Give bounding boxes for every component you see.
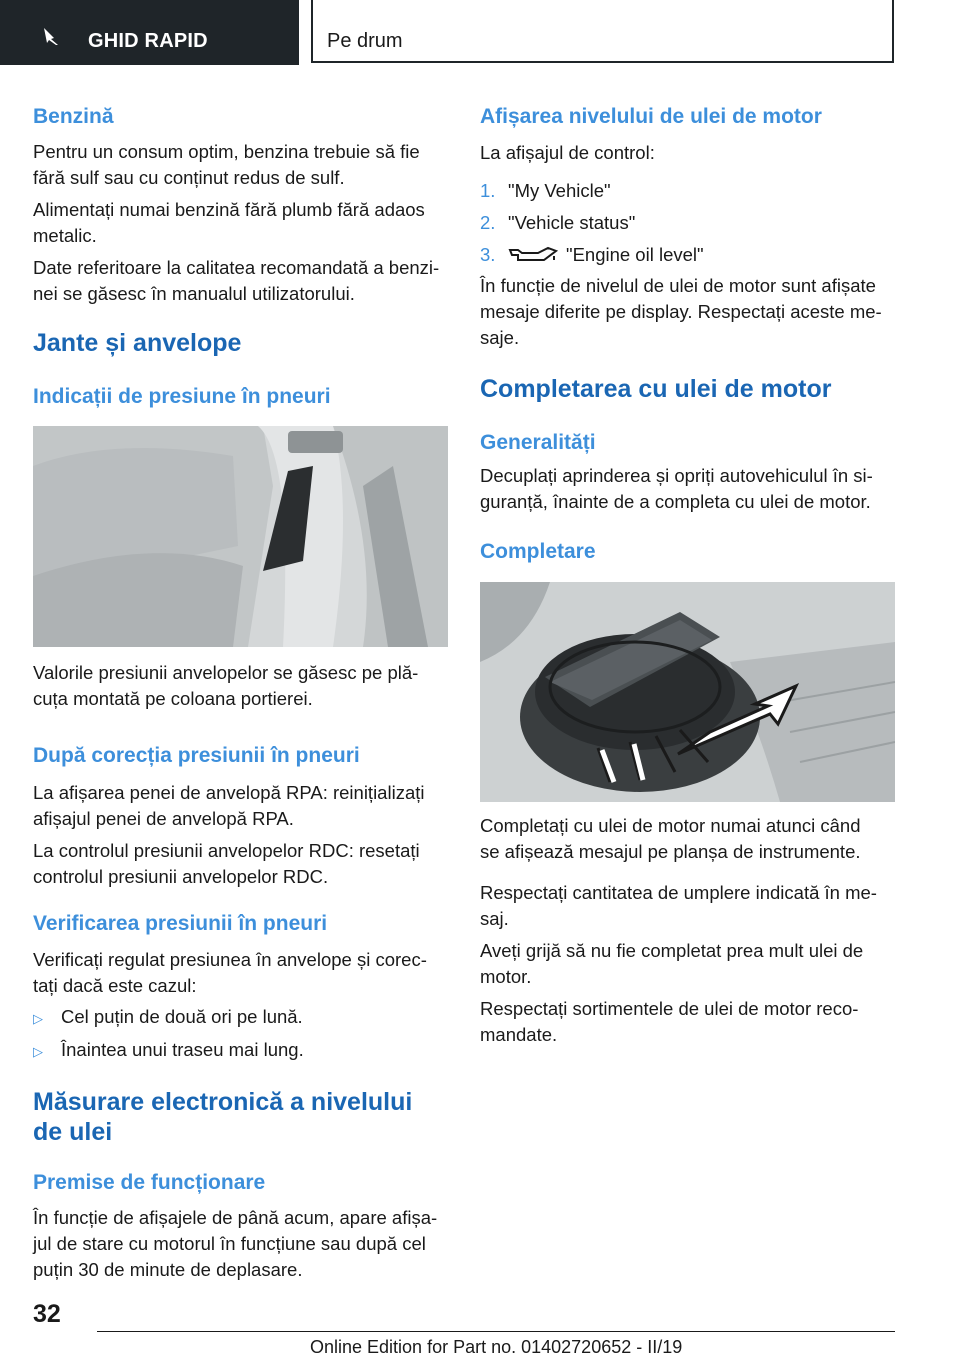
step-text: "Vehicle status" xyxy=(508,212,636,233)
text-line: se afișează mesajul pe planșa de instrumente. xyxy=(480,841,861,862)
footer-edition: Online Edition for Part no. 01402720652 - II/19 xyxy=(310,1337,683,1357)
jante-heading: Jante și anvelope xyxy=(33,329,242,357)
pin-icon xyxy=(40,26,64,46)
heading-line: de ulei xyxy=(33,1118,113,1146)
step-text: "Engine oil level" xyxy=(566,244,704,265)
text-line: Respectați cantitatea de umplere indicată în me‐ xyxy=(480,882,877,903)
text-line: saje. xyxy=(480,327,520,348)
dupa-text xyxy=(33,780,453,890)
text-line: mandate. xyxy=(480,1024,558,1045)
step-text: "My Vehicle" xyxy=(508,180,611,201)
bullet-text: Înaintea unui traseu mai lung. xyxy=(61,1039,304,1060)
footer-divider xyxy=(97,1331,895,1332)
completarea-heading: Completarea cu ulei de motor xyxy=(480,375,832,403)
afisare-text xyxy=(480,273,900,351)
triangle-bullet-icon: ▷ xyxy=(33,1044,43,1059)
text-line: Pentru un consum optim, benzina trebuie să fie xyxy=(33,141,420,162)
heading-line: Măsurare electronică a nivelului xyxy=(33,1088,413,1116)
text-line: Date referitoare la calitatea recomandată a benzi‐ xyxy=(33,257,440,278)
completare-heading: Completare xyxy=(480,540,596,563)
text-line: afișajul penei de anvelopă RPA. xyxy=(33,808,294,829)
completare-text-2 xyxy=(480,880,900,1048)
text-line: puțin 30 de minute de deplasare. xyxy=(33,1259,303,1280)
tire-pressure-label-photo xyxy=(33,426,448,647)
oil-filler-cap-photo xyxy=(480,582,895,802)
indicatii-heading: Indicații de presiune în pneuri xyxy=(33,385,331,408)
step-number: 1. xyxy=(480,180,496,201)
afisare-intro: La afișajul de control: xyxy=(480,142,655,163)
text-line: jul de stare cu motorul în funcțiune sau după cel xyxy=(33,1233,426,1254)
text-line: La afișarea penei de anvelopă RPA: reinițializați xyxy=(33,782,425,803)
text-line: controlul presiunii anvelopelor RDC. xyxy=(33,866,329,887)
verificare-heading: Verificarea presiunii în pneuri xyxy=(33,912,328,935)
text-line: guranță, înainte de a completa cu ulei de motor. xyxy=(480,491,871,512)
list-item xyxy=(480,178,611,204)
section-header xyxy=(311,0,894,63)
verificare-text xyxy=(33,947,453,999)
text-line: tați dacă este cazul: xyxy=(33,975,197,996)
text-line: La controlul presiunii anvelopelor RDC: resetați xyxy=(33,840,420,861)
text-line: fără sulf sau cu conținut redus de sulf. xyxy=(33,167,345,188)
afisare-heading: Afișarea nivelului de ulei de motor xyxy=(480,105,822,128)
text-line: Completați cu ulei de motor numai atunci când xyxy=(480,815,861,836)
text-line: În funcție de nivelul de ulei de motor sunt afișate xyxy=(480,275,876,296)
completare-text-1 xyxy=(480,813,900,865)
list-item xyxy=(33,1004,303,1032)
text-line: metalic. xyxy=(33,225,97,246)
bullet-text: Cel puțin de două ori pe lună. xyxy=(61,1006,303,1027)
text-line: Decuplați aprinderea și opriți autovehiculul în si‐ xyxy=(480,465,873,486)
generalitati-heading: Generalități xyxy=(480,431,596,454)
masurare-heading xyxy=(33,1087,412,1147)
step-number: 3. xyxy=(480,244,496,265)
text-line: Alimentați numai benzină fără plumb fără adaos xyxy=(33,199,425,220)
text-line: motor. xyxy=(480,966,532,987)
text-line: mesaje diferite pe display. Respectați aceste me‐ xyxy=(480,301,882,322)
text-line: Respectați sortimentele de ulei de motor reco‐ xyxy=(480,998,859,1019)
text-line: cuța montată pe coloana portierei. xyxy=(33,688,313,709)
list-item xyxy=(480,242,704,268)
page-number: 32 xyxy=(33,1300,61,1328)
list-item xyxy=(33,1037,304,1065)
list-item xyxy=(480,210,635,236)
section-label: Pe drum xyxy=(327,30,403,52)
premise-heading: Premise de funcționare xyxy=(33,1171,266,1194)
text-line: Aveți grijă să nu fie completat prea mult ulei de xyxy=(480,940,864,961)
text-line: În funcție de afișajele de până acum, apare afișa‐ xyxy=(33,1207,438,1228)
premise-text xyxy=(33,1205,453,1283)
text-line: Valorile presiunii anvelopelor se găsesc pe plă‐ xyxy=(33,662,419,683)
dupa-heading: După corecția presiunii în pneuri xyxy=(33,744,360,767)
text-line: Verificați regulat presiunea în anvelope și corec‐ xyxy=(33,949,427,970)
photo-caption xyxy=(33,660,453,712)
quick-guide-label: GHID RAPID xyxy=(88,30,208,52)
triangle-bullet-icon: ▷ xyxy=(33,1011,43,1026)
generalitati-text xyxy=(480,463,900,515)
benzina-text xyxy=(33,139,453,307)
oil-can-icon xyxy=(508,244,558,264)
benzina-heading: Benzină xyxy=(33,105,114,128)
text-line: saj. xyxy=(480,908,509,929)
quick-guide-tab[interactable] xyxy=(0,0,299,65)
step-number: 2. xyxy=(480,212,496,233)
text-line: nei se găsesc în manualul utilizatorului. xyxy=(33,283,355,304)
